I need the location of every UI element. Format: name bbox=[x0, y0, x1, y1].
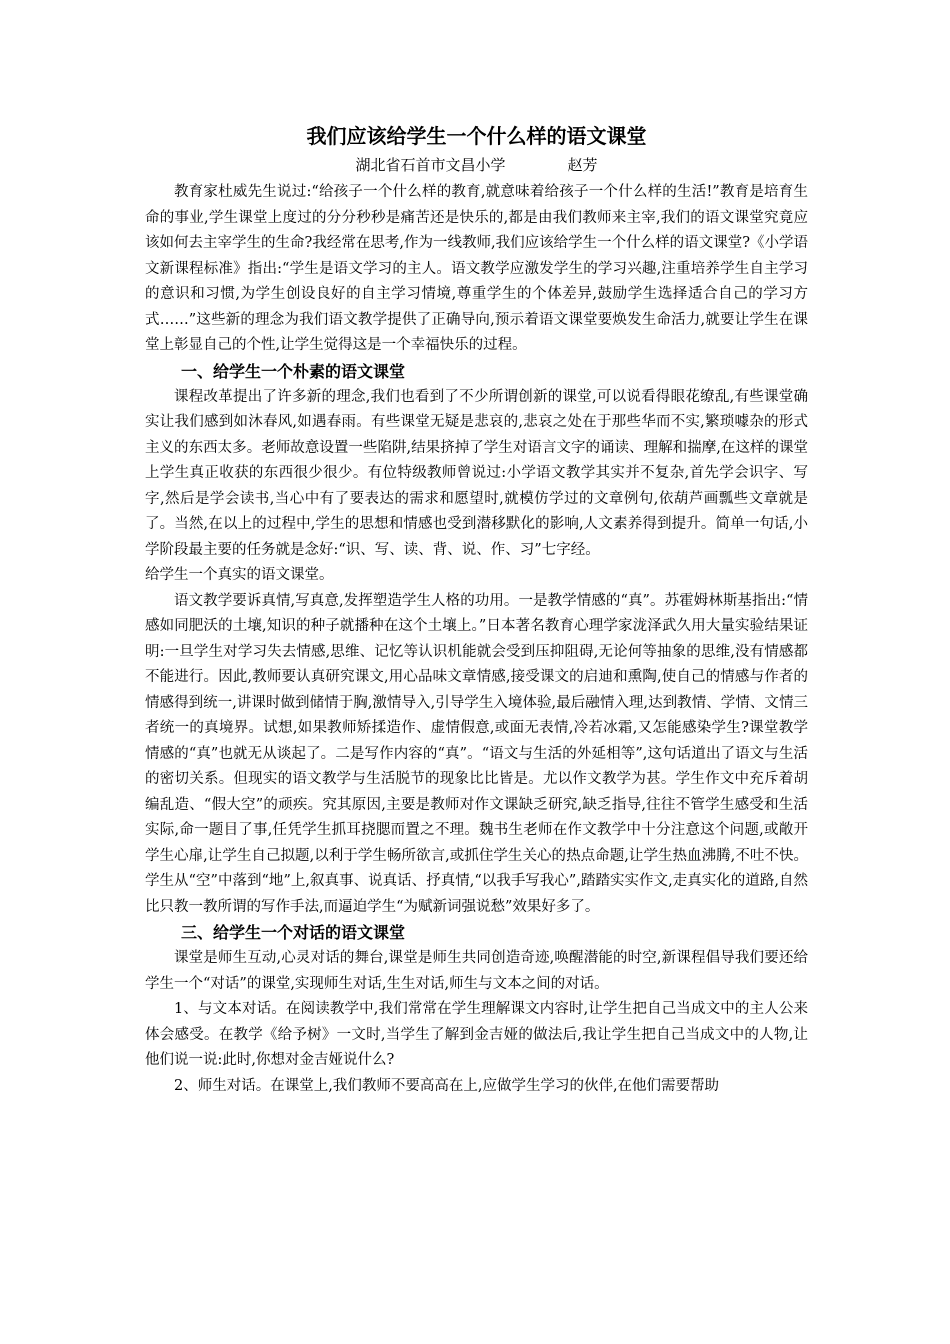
section3-paragraph: 课堂是师生互动,心灵对话的舞台,课堂是师生共同创造奇迹,唤醒潜能的时空,新课程倡导我们要还给学生一个“对话”的课堂,实现师生对话,生生对话,师生与文本之间的对话。 bbox=[145, 950, 808, 992]
section3-heading: 三、给学生一个对话的语文课堂 bbox=[181, 923, 406, 942]
section3-item-2: 2、师生对话。在课堂上,我们教师不要高高在上,应做学生学习的伙伴,在他们需要帮助 bbox=[174, 1077, 720, 1094]
document-title: 我们应该给学生一个什么样的语文课堂 bbox=[306, 124, 647, 148]
author-line bbox=[145, 152, 808, 180]
section2-heading: 给学生一个真实的语文课堂。 bbox=[145, 567, 334, 583]
section1-paragraph: 课程改革提出了许多新的理念,我们也看到了不少所谓创新的课堂,可以说看得眼花缭乱,有些课堂确实让我们感到如沐春风,如遇春雨。有些课堂无疑是悲哀的,悲哀之处在于那些华而不实,繁琐噱杂的形式主义的东西太多。老师故意设置一些陷阱,结果挤掉了学生对语言文字的诵读、理解和揣摩,在这样的课堂上学生真正收获的东西很少很少。有位特级教师曾说过:小学语文教学其实并不复杂,首先学会识字、写字,然后是学会读书,当心中有了要表达的需求和愿望时,就模仿学过的文章例句,依葫芦画瓢些文章就是了。当然,在以上的过程中,学生的思想和情感也受到潜移默化的影响,人文素养得到提升。简单一句话,小学阶段最主要的任务就是念好:“识、写、读、背、说、作、习”七字经。 bbox=[145, 388, 808, 558]
author-school: 湖北省石首市文昌小学 bbox=[355, 156, 506, 174]
document-page bbox=[145, 120, 808, 1099]
intro-paragraph: 教育家杜威先生说过:“给孩子一个什么样的教育,就意味着给孩子一个什么样的生活!”教育是培育生命的事业,学生课堂上度过的分分秒秒是痛苦还是快乐的,都是由我们教师来主宰,我们的语文课堂究竟应该如何去主宰学生的生命?我经常在思考,作为一线教师,我们应该给学生一个什么样的语文课堂?《小学语文新课程标准》指出:“学生是语文学习的主人。语文教学应激发学生的学习兴趣,注重培养学生自主学习的意识和习惯,为学生创设良好的自主学习情境,尊重学生的个体差异,鼓励学生选择适合自己的学习方式……”这些新的理念为我们语文教学提供了正确导向,预示着语文课堂要焕发生命活力,就要让学生在课堂上彰显自己的个性,让学生觉得这是一个幸福快乐的过程。 bbox=[145, 184, 808, 353]
section3-item-1: 1、与文本对话。在阅读教学中,我们常常在学生理解课文内容时,让学生把自己当成文中的主人公来体会感受。在教学《给予树》一文时,当学生了解到金吉娅的做法后,我让学生把自己当成文中的人物,让他们说一说:此时,你想对金吉娅说什么? bbox=[145, 1001, 808, 1068]
section1-heading: 一、给学生一个朴素的语文课堂 bbox=[181, 361, 406, 381]
section2-paragraph: 语文教学要诉真情,写真意,发挥塑造学生人格的功用。一是教学情感的“真”。苏霍姆林斯基指出:“情感如同肥沃的土壤,知识的种子就播种在这个土壤上。”日本著名教育心理学家泷泽武久用大量实验结果证明:一旦学生对学习失去情感,思维、记忆等认识机能就会受到压抑阻碍,无论何等抽象的思维,没有情感都不能进行。因此,教师要认真研究课文,用心品味文章情感,接受课文的启迪和熏陶,使自己的情感与作者的情感得到统一,讲课时做到储情于胸,激情导入,引导学生入境体验,最后融情入理,达到教情、学情、文情三者统一的真境界。试想,如果教师矫揉造作、虚情假意,或面无表情,冷若冰霜,又怎能感染学生?课堂教学情感的“真”也就无从谈起了。二是写作内容的“真”。“语文与生活的外延相等”,这句话道出了语文与生活的密切关系。但现实的语文教学与生活脱节的现象比比皆是。尤以作文教学为甚。学生作文中充斥着胡编乱造、“假大空”的顽疾。究其原因,主要是教师对作文课缺乏研究,缺乏指导,往往不管学生感受和生活实际,命一题目了事,任凭学生抓耳挠腮而置之不理。魏书生老师在作文教学中十分注意这个问题,或敞开学生心扉,让学生自己拟题,以利于学生畅所欲言,或抓住学生关心的热点命题,让学生热血沸腾,不吐不快。学生从“空”中落到“地”上,叙真事、说真话、抒真情,“以我手写我心”,踏踏实实作文,走真实化的道路,自然比只教一教所谓的写作手法,而逼迫学生“为赋新词强说愁”效果好多了。 bbox=[145, 592, 808, 915]
author-name: 赵芳 bbox=[567, 156, 598, 174]
